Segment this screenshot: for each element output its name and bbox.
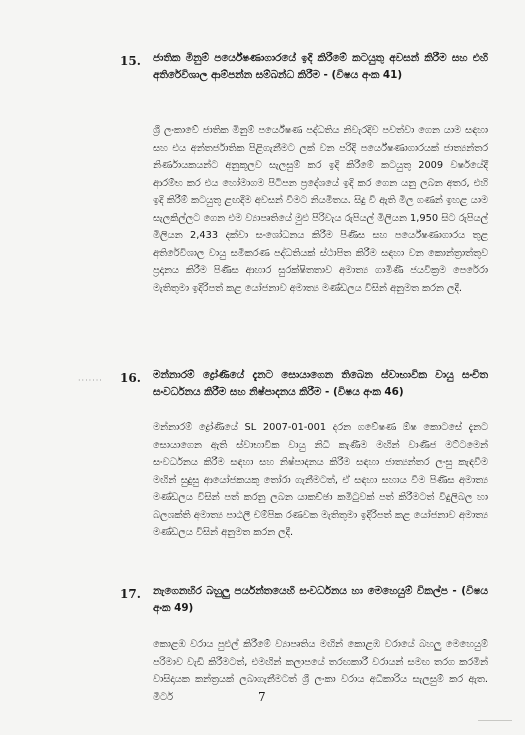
section-body: ශ්‍රී ලංකාවේ ජාතික මිනුම් පර්යේෂණ පද්ධතිය නිවැරදිව පවත්වා ගෙන යාම සඳහා සහ එය අන්තර්ජාතික පිළිගැනීමට ලක් වන පරිදි පර්යේෂණාගාරයක් ජාත්‍යන්තර නිර්ණායකයන්ට අනුකූලව සැලසුම් කර ඉදි කිරීමේ කටයුතු 2009 වර්ෂයේදී ආරම්භ කර එය හෝමාගම පිටිපන ප්‍රදේශයේ ඉදි කර ගෙන යනු ලබන අතර, එහි ඉදි කිරීම් කටයුතු ළඟදීම අවසන් වීමට නියමිතය. සිදු වී ඇති මිල ගණන් ඉහළ යාම සැලකිල්ලට ගෙන එම ව්‍යාපෘතියේ මුළු පිරිවැය රුපියල් මිලියන 1,950 සිට රුපියල් මිලියන 2,433 දක්වා සංශෝධනය කිරීම පිණිස සහ පර්යේෂණාගාරය තුළ අතිරේවිශාල වායු සමීකරණ පද්ධතියක් ස්ථාපිත කිරීම සඳහා වන කොන්ත්‍රාත්තුව ප්‍රදානය කිරීම පිණිස ආහාර සුරක්ෂිතතාව අමාත්‍ය ගාමිණී ජයවික්‍රම පෙරේරා මැතිතුමා ඉදිරිපත් කළ යෝජනාව අමාත්‍ය මණ්ඩලය විසින් අනුමත කරන ලදී. — [153, 125, 488, 294]
section-title: නැගෙනහිර බහුලු පර්යන්තයෙහි සංවර්ධනය හා මෙහෙයුම් විකල්ප - (විෂය අංක 49) — [153, 585, 488, 614]
margin-dots: ······· — [78, 376, 103, 385]
section-number: 15. — [120, 54, 141, 68]
section-number: 17. — [120, 587, 141, 601]
section-title: මන්නාරම් ද්‍රෝණියේ දැනට සොයාගෙන තිබෙන ස්වාභාවික වායු සංචිත සංවර්ධනය කිරීම සහ නිෂ්පාදනය කිරීම - (විෂය අංක 46) — [153, 369, 488, 398]
section-body: කොළඹ වරාය පුළුල් කිරීමේ ව්‍යාපෘතිය මඟින් කොළඹ වරායේ බහලු මෙහෙයුම් පරිමාව වැඩි කිරීමටත්, එමඟින් කලාපයේ තරඟකාරී වරායන් සමඟ තරග කරමින් වාසිදායක කන්ත්‍රයක් ලබාගැනීමටත් ශ්‍රී ලංකා වරාය අධිකාරිය සැලසුම් කර ඇත. මීටර් — [153, 639, 488, 703]
section-body: මන්නාරම් ද්‍රෝණියේ SL 2007-01-001 දරන ගවේෂණ ඕෂ කොටසේ දැනට සොයාගෙන ඇති ස්වාභාවික වායු නිධි කැණීම මඟින් වාණිජ මට්ටමෙන් සංවර්ධනය කිරීම සඳහා සහ නිෂ්පාදනය කිරීම සඳහා ජාත්‍යන්තර ලංසු කැඳවීම මඟින් සුදුසු ආයෝජකයකු තෝරා ගැනීමටත්, ඒ සඳහා සහාය වීම පිණිස අමාත්‍ය මණ්ඩලය විසින් පත් කරනු ලබන යාකච්ඡා කමිටුවක් පත් කිරීමටත් විදුලිබල හා බලශක්ති අමාත්‍ය පාඨලී චම්පික රණවක මැතිතුමා ඉදිරිපත් කළ යෝජනාව අමාත්‍ය මණ්ඩලය විසින් අනුමත කරන ලදී. — [153, 422, 488, 538]
page-number: 7 — [258, 690, 266, 704]
scan-artifact — [478, 720, 512, 721]
section-title: ජාතික මිනුම් පර්යේෂණාගාරයේ ඉදි කිරීමේ කටයුතු අවසන් කිරීම සහ එහි අතිරේවිශාල ආම්පන්න සම්බන්ධ කිරීම - (විෂය අංක 41) — [153, 52, 488, 81]
section-number: 16. — [120, 371, 141, 385]
